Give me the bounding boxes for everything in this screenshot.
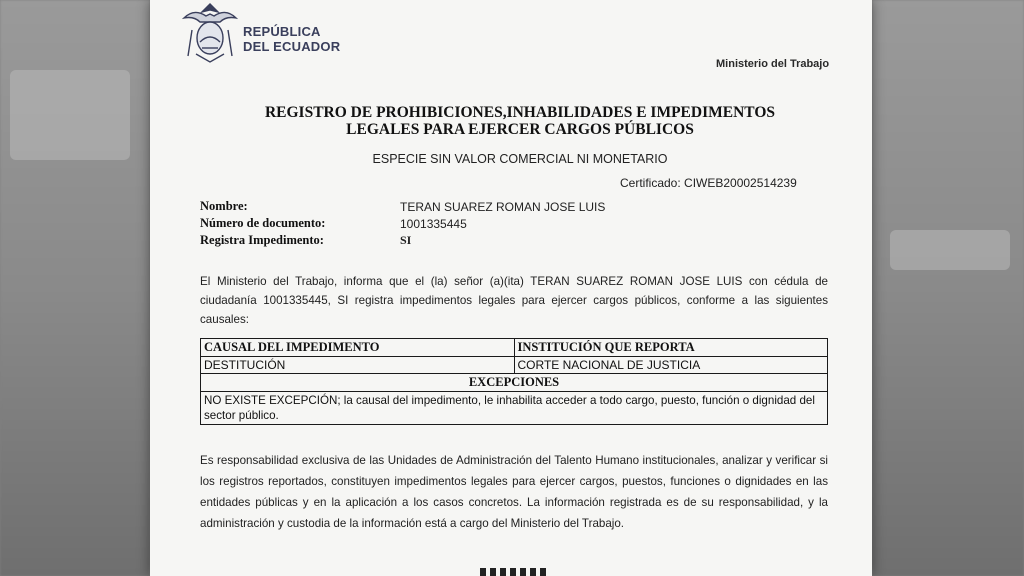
ministry-label: Ministerio del Trabajo bbox=[716, 58, 830, 70]
impediment-table bbox=[200, 338, 828, 425]
field-row-impediment bbox=[200, 232, 605, 249]
document-number-value: 1001335445 bbox=[400, 216, 467, 231]
country-line-2: DEL ECUADOR bbox=[243, 39, 341, 54]
table-header-row bbox=[201, 339, 828, 357]
country-line-1: REPÚBLICA bbox=[243, 24, 321, 39]
certificate-number: Certificado: CIWEB20002514239 bbox=[620, 176, 797, 190]
field-row-name bbox=[200, 198, 605, 215]
bottom-text-fragment bbox=[480, 568, 550, 576]
exceptions-header: EXCEPCIONES bbox=[201, 374, 828, 392]
title-line-2: LEGALES PARA EJERCER CARGOS PÚBLICOS bbox=[346, 121, 694, 138]
responsibility-paragraph: Es responsabilidad exclusiva de las Unidades de Administración del Talento Humano institucionales, analizar y verificar si los registros reportados, constituyen impedimentos legales para ejercer cargos, puestos, funciones o dignidades en las entidades públicas y en la aplicación a los casos concretos. La información registrada es de su responsabilidad, y la administración y custodia de la información está a cargo del Ministerio del Trabajo. bbox=[200, 454, 828, 530]
document-title bbox=[200, 104, 840, 138]
exceptions-text: NO EXISTE EXCEPCIÓN; la causal del impedimento, le inhabilita acceder a todo cargo, puesto, función o dignidad del sector público. bbox=[201, 392, 828, 425]
intro-paragraph: El Ministerio del Trabajo, informa que el (la) señor (a)(ita) TERAN SUAREZ ROMAN JOSE LUIS con cédula de ciudadanía 1001335445, SI registra impedimentos legales para ejercer cargos públicos, conforme a las siguientes causales: bbox=[200, 275, 828, 326]
person-fields bbox=[200, 198, 605, 249]
country-name bbox=[243, 24, 340, 54]
cause-header: CAUSAL DEL IMPEDIMENTO bbox=[201, 339, 515, 357]
table-row bbox=[201, 357, 828, 374]
cause-value: DESTITUCIÓN bbox=[201, 357, 515, 374]
background-ghost-shape bbox=[10, 70, 130, 160]
name-value: TERAN SUAREZ ROMAN JOSE LUIS bbox=[400, 199, 606, 214]
institution-header: INSTITUCIÓN QUE REPORTA bbox=[514, 339, 828, 357]
impediment-label: Registra Impedimento: bbox=[200, 233, 324, 247]
institution-value: CORTE NACIONAL DE JUSTICIA bbox=[514, 357, 828, 374]
document-number-label: Número de documento: bbox=[200, 216, 326, 230]
background-right-blur bbox=[872, 0, 1024, 576]
impediment-value: SI bbox=[400, 233, 412, 247]
field-row-document bbox=[200, 215, 605, 232]
name-label: Nombre: bbox=[200, 199, 248, 213]
exceptions-row bbox=[201, 392, 828, 425]
title-line-1: REGISTRO DE PROHIBICIONES,INHABILIDADES E IMPEDIMENTOS bbox=[264, 104, 776, 121]
background-ghost-shape bbox=[890, 230, 1010, 270]
exceptions-header-row bbox=[201, 374, 828, 392]
ecuador-coat-of-arms-icon bbox=[180, 2, 240, 64]
document-subtitle: ESPECIE SIN VALOR COMERCIAL NI MONETARIO bbox=[372, 152, 668, 166]
